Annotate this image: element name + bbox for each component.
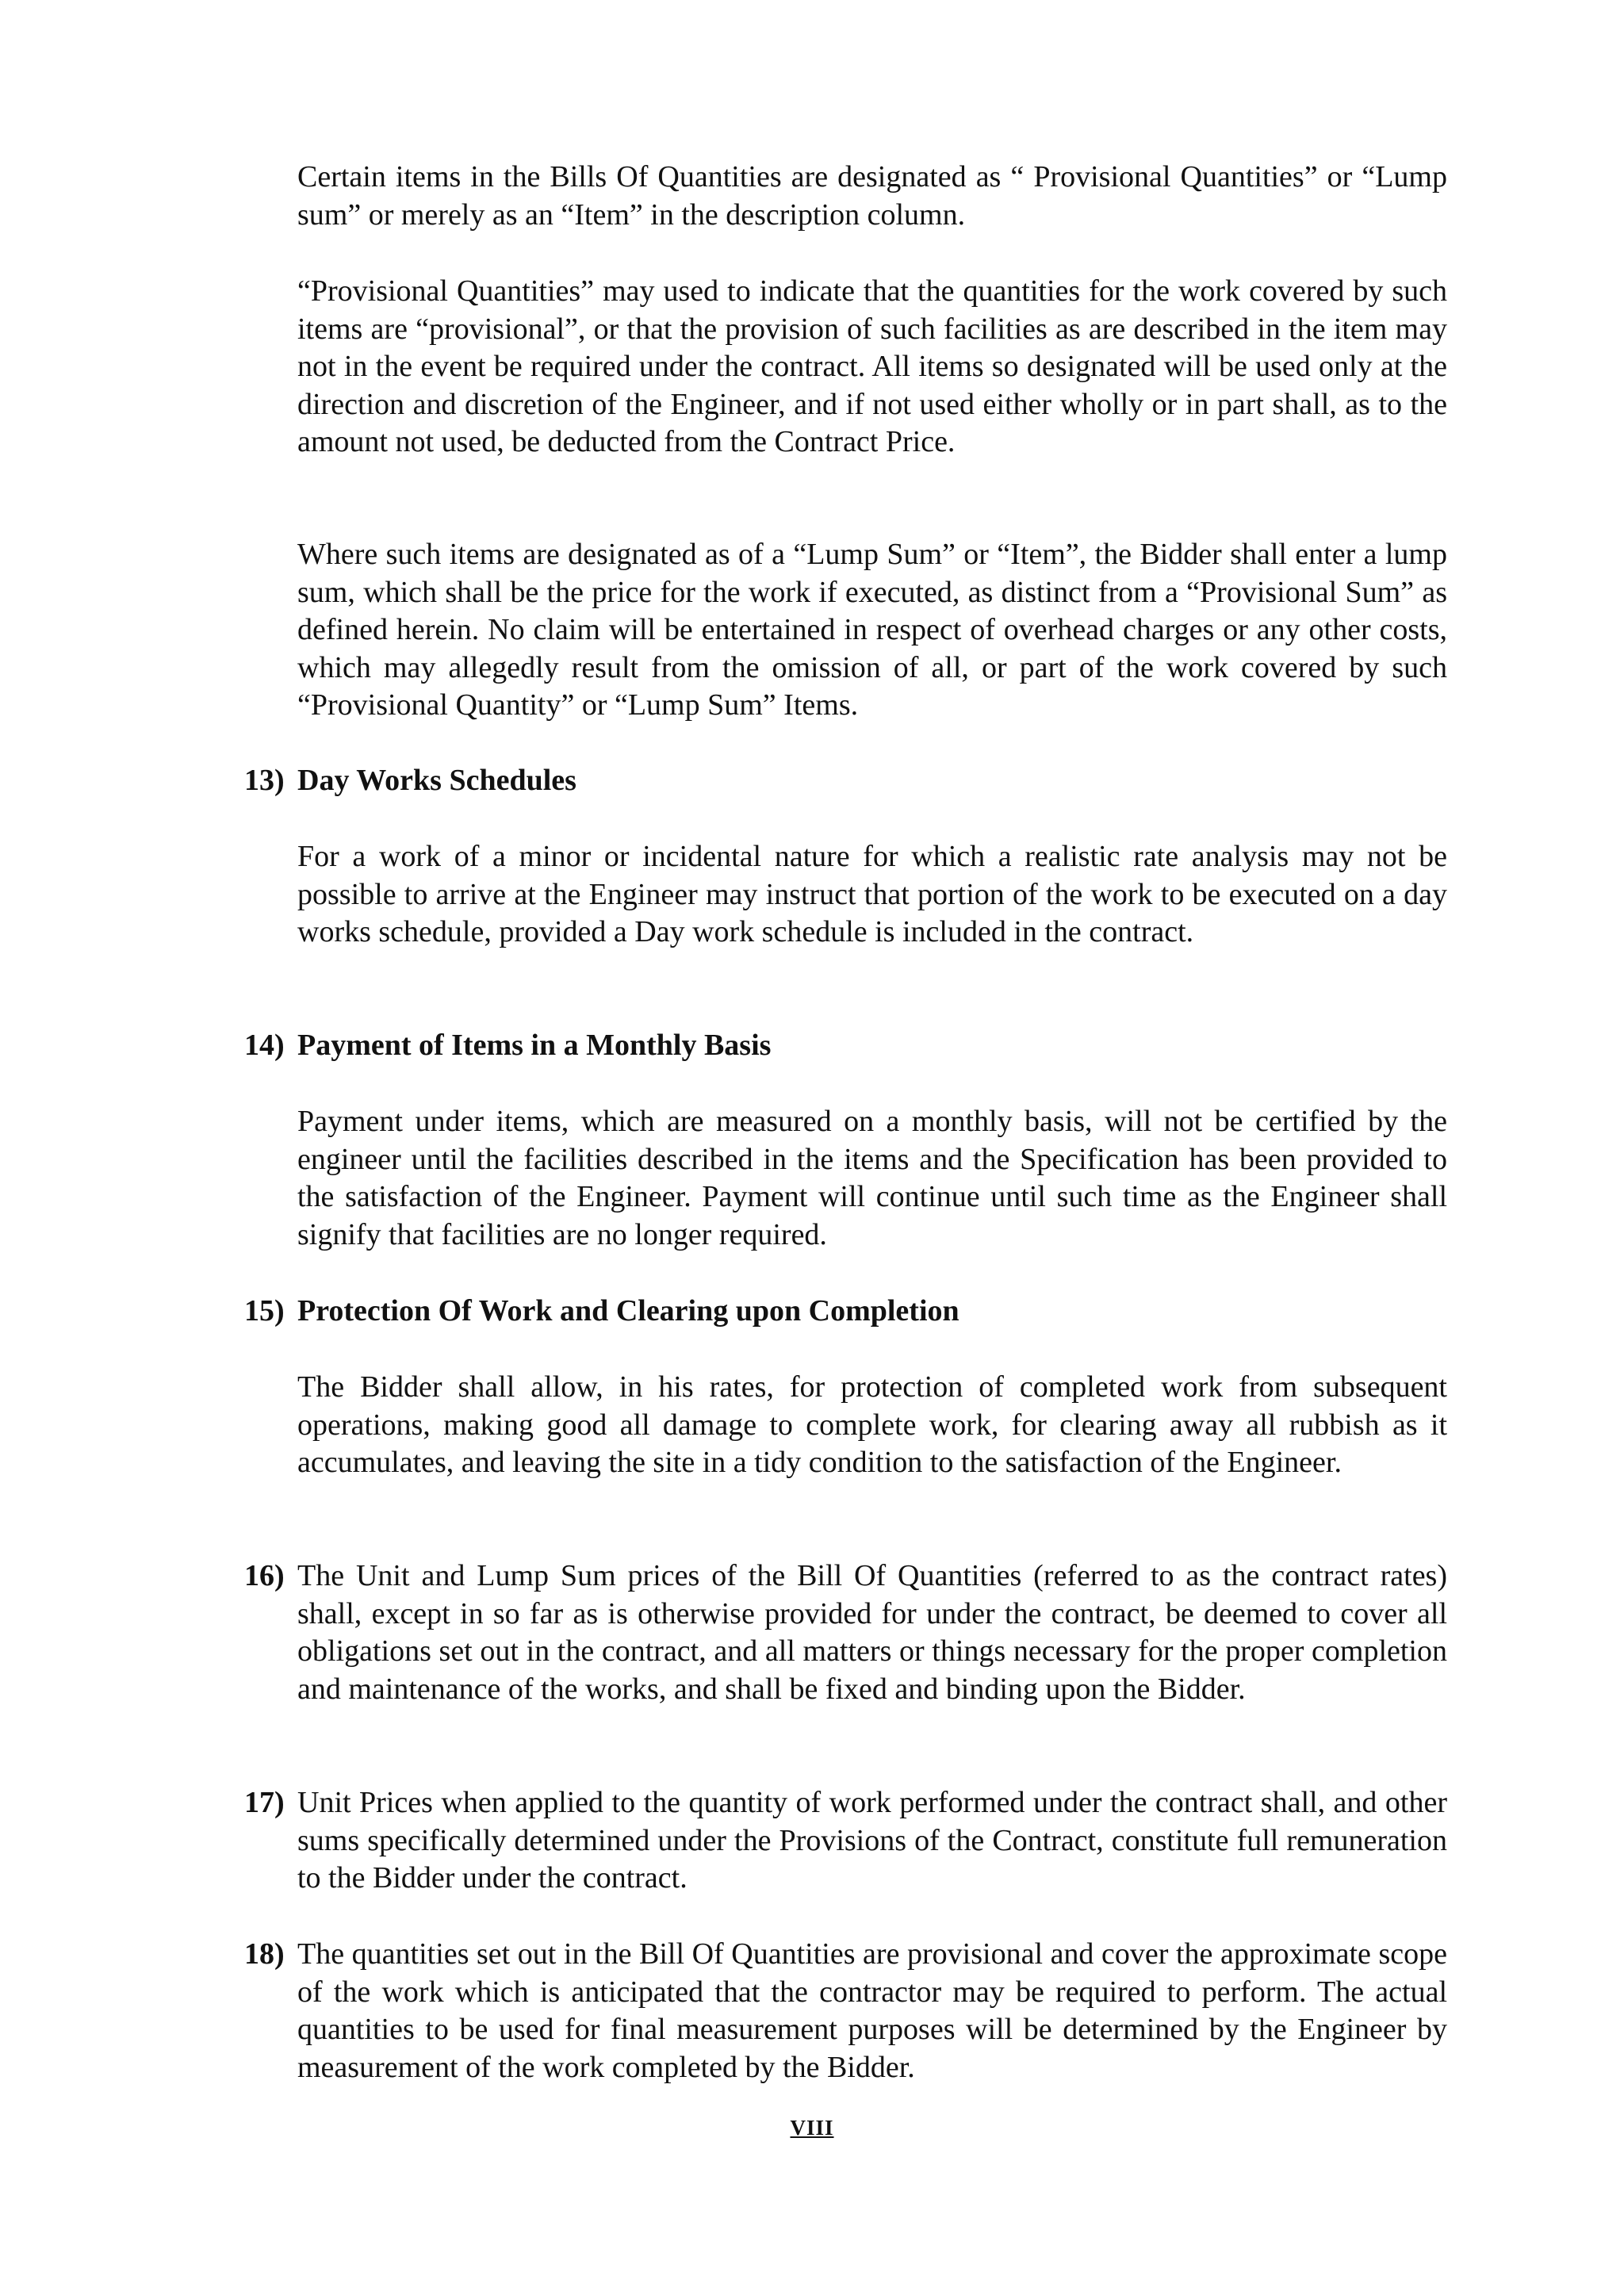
- section-title: Day Works Schedules: [297, 764, 576, 797]
- item-number-18: 18): [244, 1937, 285, 1971]
- section-title: Payment of Items in a Monthly Basis: [297, 1029, 772, 1062]
- section-number: 13): [244, 764, 285, 797]
- section-heading-13: [244, 762, 576, 800]
- item-number-17: 17): [244, 1786, 285, 1819]
- section-heading-15: [244, 1293, 959, 1331]
- section-title: Protection Of Work and Clearing upon Completion: [297, 1294, 959, 1328]
- paragraph-provisional-quantities: “Provisional Quantities” may used to indicate that the quantities for the work covered by such items are “provisional”, or that the provision of such facilities as are described in the item may not in the event be required under the contract. All items so designated will be used only at the direction and discretion of the Engineer, and if not used either wholly or in part shall, as to the amount not used, be deducted from the Contract Price.: [297, 274, 1447, 458]
- paragraph-lump-sum: Where such items are designated as of a “Lump Sum” or “Item”, the Bidder shall enter a lump sum, which shall be the price for the work if executed, as distinct from a “Provisional Sum” as defined herein. No claim will be entertained in respect of overhead charges or any other costs, which may allegedly result from the omission of all, or part of the work covered by such “Provisional Quantity” or “Lump Sum” Items.: [297, 538, 1447, 722]
- section-number: 15): [244, 1294, 285, 1328]
- item-body-16: The Unit and Lump Sum prices of the Bill Of Quantities (referred to as the contract rates) shall, except in so far as is otherwise provided for under the contract, be deemed to cover all obligations set out in the contract, and all matters or things necessary for the proper completion and maintenance of the works, and shall be fixed and binding upon the Bidder.: [297, 1559, 1447, 1706]
- section-body-15: The Bidder shall allow, in his rates, for protection of completed work from subsequent operations, making good all damage to complete work, for clearing away all rubbish as it accumulates, and leaving the site in a tidy condition to the satisfaction of the Engineer.: [297, 1370, 1447, 1479]
- section-number: 14): [244, 1029, 285, 1062]
- section-body-14: Payment under items, which are measured on a monthly basis, will not be certified by the engineer until the facilities described in the items and the Specification has been provided to the satisfaction of the Engineer. Payment will continue until such time as the Engineer shall signify that facilities are no longer required.: [297, 1105, 1447, 1251]
- section-body-13: For a work of a minor or incidental nature for which a realistic rate analysis may not be possible to arrive at the Engineer may instruct that portion of the work to be executed on a day works schedule, provided a Day work schedule is included in the contract.: [297, 840, 1447, 948]
- section-heading-14: [244, 1027, 771, 1065]
- item-body-18: The quantities set out in the Bill Of Quantities are provisional and cover the approximate scope of the work which is anticipated that the contractor may be required to perform. The actual quantities to be used for final measurement purposes will be determined by the Engineer by measurement of the work completed by the Bidder.: [297, 1937, 1447, 2084]
- item-number-16: 16): [244, 1559, 285, 1592]
- page-number: VIII: [790, 2116, 834, 2140]
- paragraph-designations: Certain items in the Bills Of Quantities are designated as “ Provisional Quantities” or “Lump sum” or merely as an “Item” in the description column.: [297, 160, 1447, 232]
- item-body-17: Unit Prices when applied to the quantity of work performed under the contract shall, and other sums specifically determined under the Provisions of the Contract, constitute full remuneration to the Bidder under the contract.: [297, 1786, 1447, 1895]
